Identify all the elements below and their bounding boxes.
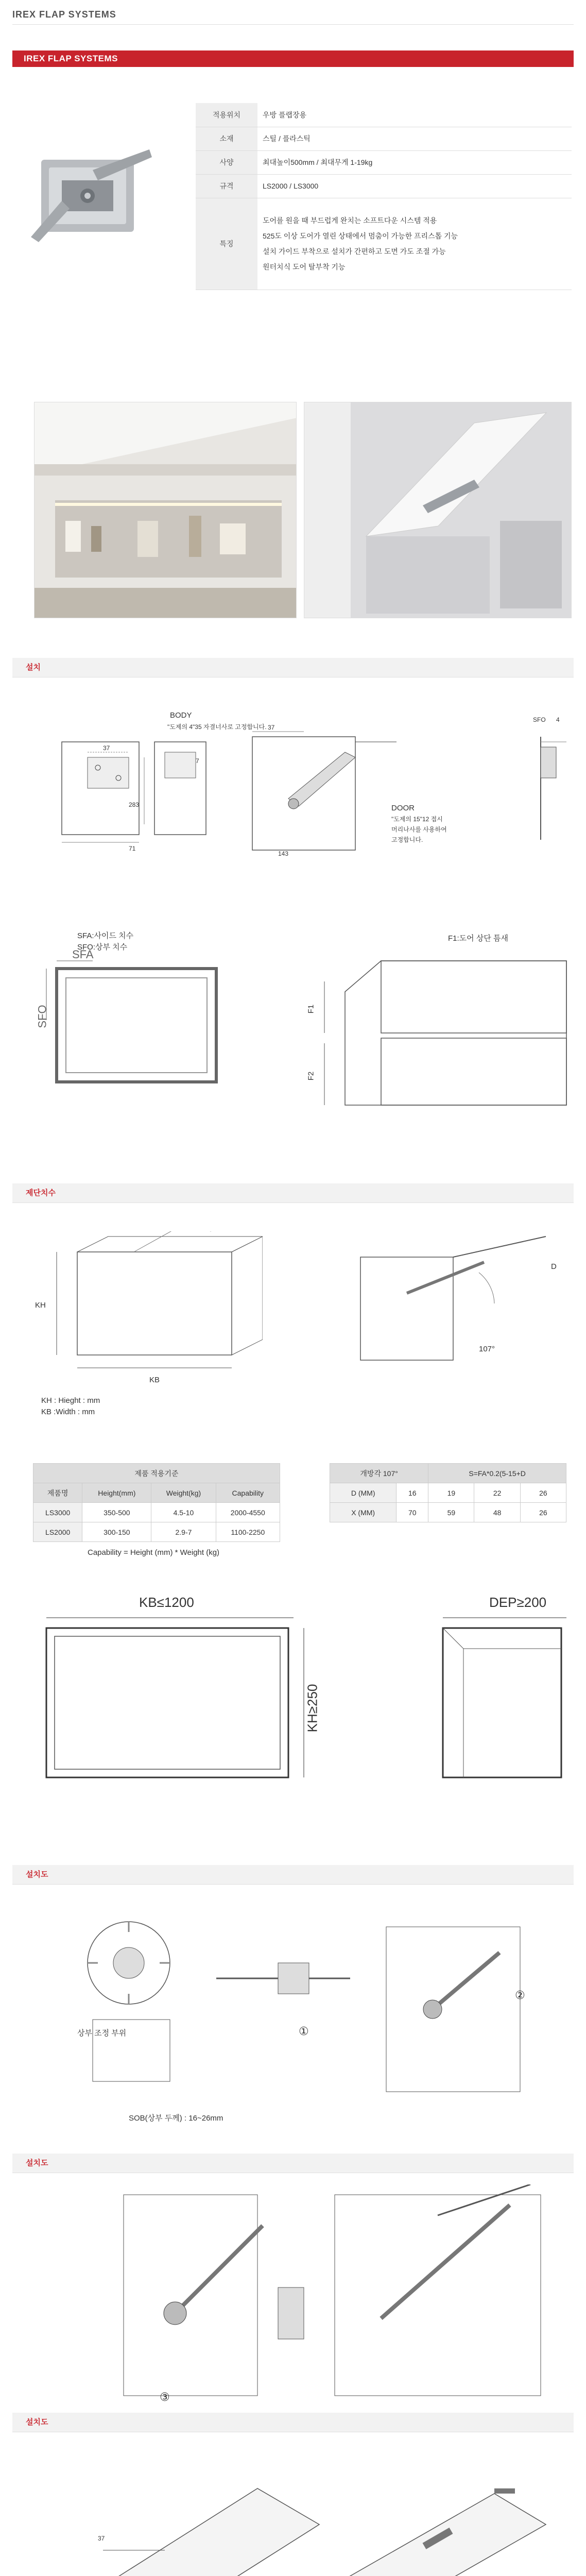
cabinet-side-drawing <box>433 1613 577 1783</box>
section-install-2: 설치도 <box>12 2154 574 2173</box>
product-image <box>31 139 154 258</box>
d-label: D <box>551 1262 557 1271</box>
sob-label: SOB(상부 두께) : 16~26mm <box>129 2114 223 2123</box>
dep-limit-label: DEP≥200 <box>489 1595 547 1610</box>
d-x-table-note: S=FA*0.2(5-15+D <box>428 1464 566 1483</box>
spec-key: 소재 <box>196 127 257 150</box>
install-step-1-drawing <box>62 1906 536 2112</box>
f1-label: F1 <box>306 1004 316 1014</box>
install-step-3-drawing <box>62 2452 556 2576</box>
dim-283: 283 <box>129 801 140 808</box>
dim-71: 71 <box>129 845 136 852</box>
dim-37b: 37 <box>268 724 275 731</box>
opening-angle-drawing <box>330 1226 556 1391</box>
spec-value: 우방 플랩장용 <box>257 103 572 127</box>
col-header: 제품명 <box>33 1483 82 1503</box>
spec-value: 최대높이500mm / 최대무게 1-19kg <box>257 150 572 174</box>
page-title: IREX FLAP SYSTEMS <box>12 9 574 25</box>
spec-key: 적용위치 <box>196 103 257 127</box>
dim-sfo: SFO <box>533 716 546 723</box>
col-header: Height(mm) <box>82 1483 151 1503</box>
sfo-label: SFO <box>36 1005 49 1028</box>
spec-key: 규격 <box>196 174 257 198</box>
table-row: LS2000 300-150 2.9-7 1100-2250 <box>33 1522 280 1542</box>
side-bracket-drawing <box>520 726 572 850</box>
dim-7: 7 <box>196 757 199 765</box>
table-row: LS3000 350-500 4.5-10 2000-4550 <box>33 1503 280 1522</box>
kb-limit-label: KB≤1200 <box>139 1595 194 1610</box>
spec-table <box>196 103 572 290</box>
body-note: "도제의 4"35 자결너사로 고정합니다. <box>167 723 267 731</box>
f2-label: F2 <box>306 1071 316 1081</box>
spec-value: LS2000 / LS3000 <box>257 174 572 198</box>
cabinet-cut-drawing <box>46 1231 263 1386</box>
spec-key: 사양 <box>196 150 257 174</box>
dim-4: 4 <box>556 716 560 723</box>
dim-37-install: 37 <box>98 2535 105 2542</box>
kh-limit-label: KH≥250 <box>304 1684 320 1733</box>
d-x-table-title: 개방각 107° <box>330 1464 428 1483</box>
table-row: D (MM) 16 19 22 26 <box>330 1483 566 1503</box>
body-label: BODY <box>170 711 192 720</box>
dim-37: 37 <box>103 744 110 752</box>
spec-value: 스틸 / 플라스틱 <box>257 127 572 150</box>
section-install-dims: 설치 <box>12 658 574 677</box>
table-row: X (MM) 70 59 48 26 <box>330 1503 566 1522</box>
section-cut-dims: 제단치수 <box>12 1183 574 1203</box>
install-step-2-drawing <box>46 2184 551 2401</box>
dim-143: 143 <box>278 850 289 857</box>
sfa-sfo-frame <box>36 953 227 1092</box>
f1-drawing <box>309 951 577 1126</box>
door-label: DOOR <box>391 804 415 812</box>
kitchen-photo-1 <box>34 402 297 618</box>
capability-table <box>33 1463 280 1542</box>
sfa-title: SFA:사이드 치수 <box>77 931 134 940</box>
kh-label: KH <box>35 1301 46 1310</box>
cabinet-front-drawing <box>36 1613 324 1783</box>
callout-2: ② <box>515 1989 525 2002</box>
capability-table-title: 제품 적용기준 <box>33 1464 280 1483</box>
upper-adjust-label: 상부 조정 부위 <box>77 2029 127 2038</box>
f1-title: F1:도어 상단 틈새 <box>448 934 508 943</box>
capability-caption: Capability = Height (mm) * Weight (kg) <box>88 1548 220 1557</box>
kb-legend: KB :Width : mm <box>41 1408 95 1416</box>
callout-1: ① <box>299 2025 309 2038</box>
kitchen-photo-2 <box>304 402 572 618</box>
angle-label: 107° <box>479 1345 495 1353</box>
kb-label: KB <box>149 1376 160 1384</box>
section-install-1: 설치도 <box>12 1865 574 1885</box>
section-install-3: 설치도 <box>12 2413 574 2432</box>
col-header: Capability <box>216 1483 280 1503</box>
door-note: "도제의 15"12 접시 머리나사를 사용하여 고정합니다. <box>391 816 447 843</box>
d-x-table <box>330 1463 566 1522</box>
spec-value: 도어를 원을 때 부드럽게 완치는 소프트다운 시스템 적용 525도 이상 도어가 열린 상태에서 멈춤이 가능한 프리스톱 기능 설치 가이드 부착으로 설치가 간편하고 도면 가도 조절 가능 원터치식 도어 탈부착 기능 <box>257 198 572 290</box>
col-header: Weight(kg) <box>151 1483 216 1503</box>
sfo-title: SFO:상부 치수 <box>77 943 128 952</box>
spec-key: 특징 <box>196 198 257 290</box>
callout-3: ③ <box>160 2391 170 2403</box>
category-tag: IREX FLAP SYSTEMS <box>12 50 574 67</box>
kh-legend: KH : Hieght : mm <box>41 1396 100 1405</box>
body-mounting-drawing <box>57 721 211 866</box>
sfa-label: SFA <box>72 948 94 961</box>
